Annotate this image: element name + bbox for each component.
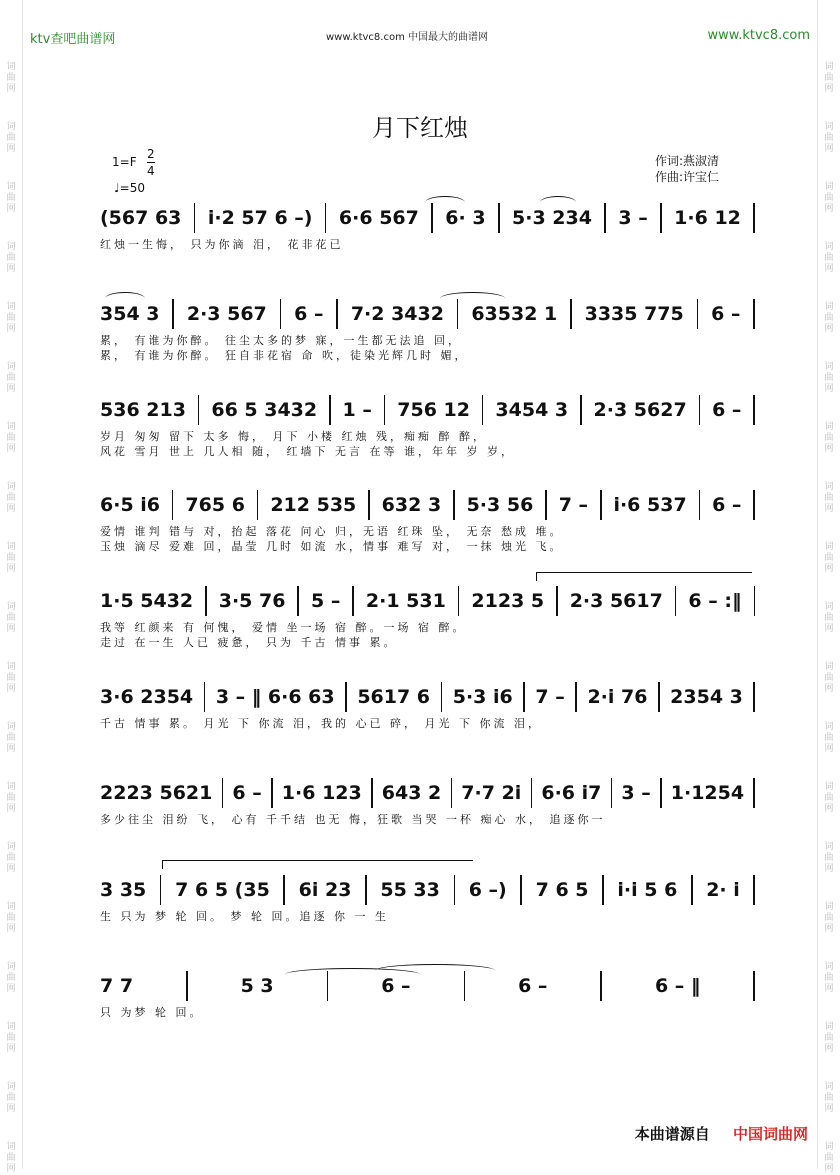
watermark-char: 网 [824, 444, 834, 454]
watermark-char: 网 [6, 1104, 16, 1114]
watermark-char: 曲 [824, 1153, 834, 1163]
measure: 756 12 [397, 399, 470, 421]
measure: 5 – [311, 590, 341, 612]
composer-credit: 作曲:许宝仁 [655, 170, 720, 184]
barline [520, 875, 522, 905]
watermark-char: 曲 [6, 373, 16, 383]
measure: 3454 3 [495, 399, 569, 421]
barline [325, 203, 327, 233]
measure: 2·3 5617 [569, 590, 663, 612]
time-signature-top: 2 [147, 147, 155, 161]
barline [611, 778, 613, 808]
watermark-char: 网 [824, 804, 834, 814]
watermark-char: 曲 [824, 733, 834, 743]
measure: 6·6 567 [338, 207, 419, 229]
watermark-char: 网 [6, 444, 16, 454]
measure: 2·3 567 [186, 303, 267, 325]
watermark-char: 词 [824, 362, 834, 372]
watermark-char: 词 [824, 242, 834, 252]
watermark-char: 词 [824, 602, 834, 612]
barline [699, 490, 701, 520]
watermark-char: 曲 [824, 193, 834, 203]
watermark-char: 网 [824, 1164, 834, 1174]
barline [604, 203, 606, 233]
notation-line [100, 296, 755, 332]
lyricist-credit: 作词:燕淑清 [655, 154, 720, 168]
watermark-char: 词 [6, 542, 16, 552]
measure: 6 – :‖ [688, 590, 742, 612]
measure: 2223 5621 [100, 782, 213, 804]
measure: 5·3 234 [512, 207, 592, 229]
watermark-char: 曲 [6, 313, 16, 323]
lyric-line: 爱情 谁判 错与 对，抬起 落花 问心 归，无语 红珠 坠， 无奈 愁成 堆。 [100, 525, 564, 538]
watermark-char: 词 [6, 482, 16, 492]
watermark-char: 曲 [824, 433, 834, 443]
measure: 7·2 3432 [350, 303, 444, 325]
watermark-char: 网 [6, 324, 16, 334]
barline [523, 682, 525, 712]
watermark-char: 网 [6, 684, 16, 694]
watermark-char: 曲 [6, 913, 16, 923]
watermark-char: 词 [824, 782, 834, 792]
barline [600, 490, 602, 520]
barline [531, 778, 533, 808]
barline [753, 203, 755, 233]
barline [172, 299, 174, 329]
header-site-url[interactable]: www.ktvc8.com [707, 28, 810, 43]
watermark-char: 曲 [824, 373, 834, 383]
measure: 6·6 i7 [541, 782, 602, 804]
barline [329, 395, 331, 425]
notation-line [100, 392, 755, 428]
watermark-char: 网 [6, 1044, 16, 1054]
watermark-char: 网 [824, 504, 834, 514]
watermark-char: 词 [824, 482, 834, 492]
measure: 6· 3 [445, 207, 486, 229]
watermark-char: 网 [6, 624, 16, 634]
barline [352, 586, 354, 616]
watermark-char: 词 [824, 842, 834, 852]
barline [186, 971, 188, 1001]
watermark-char: 网 [6, 504, 16, 514]
barline [271, 778, 273, 808]
barline [753, 299, 755, 329]
measure: 6 – [294, 303, 324, 325]
barline [198, 395, 200, 425]
measure: 3·5 76 [218, 590, 286, 612]
watermark-char: 网 [824, 564, 834, 574]
measure: 2· i [706, 879, 740, 901]
watermark-char: 词 [6, 62, 16, 72]
lyric-line: 累， 有谁为你醉。 往尘太多的梦 寐，一生都无法追 回， [100, 334, 462, 347]
left-watermark-strip [0, 0, 23, 1174]
watermark-char: 网 [824, 984, 834, 994]
score-system [100, 872, 755, 923]
watermark-char: 曲 [6, 493, 16, 503]
measure: 5 3 [240, 975, 274, 997]
measure: 2123 5 [471, 590, 545, 612]
measure: 2·i 76 [587, 686, 648, 708]
barline [660, 203, 662, 233]
watermark-char: 网 [824, 144, 834, 154]
measure: 7 6 5 (35 [175, 879, 270, 901]
watermark-char: 曲 [6, 613, 16, 623]
measure: 6i 23 [298, 879, 352, 901]
measure: i·6 537 [613, 494, 687, 516]
slur-mark [540, 196, 576, 209]
barline [172, 490, 174, 520]
barline [384, 395, 386, 425]
measure: 6 –) [468, 879, 507, 901]
measure: 6 – [381, 975, 411, 997]
watermark-char: 曲 [6, 673, 16, 683]
watermark-char: 网 [824, 1044, 834, 1054]
watermark-char: 曲 [824, 673, 834, 683]
watermark-char: 词 [824, 122, 834, 132]
measure: 6 – [232, 782, 262, 804]
barline [204, 682, 206, 712]
measure: 66 5 3432 [211, 399, 318, 421]
barline [600, 971, 602, 1001]
measure: 2·1 531 [365, 590, 446, 612]
watermark-char: 网 [6, 1164, 16, 1174]
watermark-char: 网 [6, 84, 16, 94]
song-title: 月下红烛 [372, 114, 468, 142]
barline [556, 586, 558, 616]
watermark-char: 曲 [824, 793, 834, 803]
score-system [100, 775, 755, 826]
right-watermark-strip [817, 0, 840, 1174]
watermark-char: 词 [824, 962, 834, 972]
watermark-char: 词 [6, 662, 16, 672]
watermark-char: 词 [6, 782, 16, 792]
measure: 7·7 2i [461, 782, 522, 804]
watermark-char: 曲 [6, 433, 16, 443]
slur-mark [425, 196, 465, 209]
measure: 632 3 [381, 494, 442, 516]
measure: 7 7 [100, 975, 134, 997]
watermark-char: 词 [6, 902, 16, 912]
watermark-char: 曲 [824, 253, 834, 263]
measure: 6 – ‖ [654, 975, 701, 997]
score-system [100, 679, 755, 730]
watermark-char: 曲 [824, 613, 834, 623]
lyric-line: 走过 在一生 人已 疲惫， 只为 千古 情事 累。 [100, 636, 398, 649]
measure: 643 2 [381, 782, 442, 804]
watermark-char: 网 [824, 384, 834, 394]
barline [753, 490, 755, 520]
watermark-char: 曲 [824, 1093, 834, 1103]
watermark-char: 网 [824, 84, 834, 94]
barline [194, 203, 196, 233]
barline [297, 586, 299, 616]
watermark-char: 词 [6, 182, 16, 192]
barline [691, 875, 693, 905]
measure: 6 – [712, 494, 742, 516]
barline [697, 299, 699, 329]
barline [280, 299, 282, 329]
watermark-char: 曲 [824, 1033, 834, 1043]
watermark-char: 网 [824, 204, 834, 214]
header-site-name[interactable]: ktv查吧曲谱网 [30, 32, 116, 47]
watermark-char: 网 [824, 684, 834, 694]
watermark-char: 词 [6, 122, 16, 132]
barline [453, 490, 455, 520]
watermark-char: 曲 [824, 553, 834, 563]
measure: 5·3 i6 [452, 686, 513, 708]
watermark-char: 词 [6, 242, 16, 252]
score-system [100, 296, 755, 362]
notation-line [100, 487, 755, 523]
score-system [100, 487, 755, 553]
measure: 1 – [342, 399, 372, 421]
watermark-char: 网 [6, 924, 16, 934]
barline [257, 490, 259, 520]
watermark-char: 词 [824, 1142, 834, 1152]
watermark-char: 词 [6, 422, 16, 432]
barline [753, 971, 755, 1001]
lyric-line: 岁月 匆匆 留下 太多 悔， 月下 小楼 红烛 残，痴痴 醉 醉， [100, 430, 487, 443]
notation-line [100, 679, 755, 715]
watermark-char: 曲 [6, 133, 16, 143]
watermark-char: 曲 [6, 853, 16, 863]
watermark-char: 曲 [824, 73, 834, 83]
measure: 55 33 [380, 879, 440, 901]
barline [368, 490, 370, 520]
key-signature: 1=F [112, 155, 137, 169]
measure: 536 213 [100, 399, 186, 421]
watermark-char: 词 [824, 1082, 834, 1092]
watermark-char: 网 [6, 804, 16, 814]
watermark-char: 网 [6, 264, 16, 274]
watermark-char: 曲 [6, 73, 16, 83]
watermark-char: 词 [6, 842, 16, 852]
score-system [100, 583, 755, 649]
lyric-line: 我等 红颜来 有 何愧， 爱情 坐一场 宿 醉。一场 宿 醉。 [100, 621, 467, 634]
barline [205, 586, 207, 616]
barline [160, 875, 162, 905]
watermark-char: 网 [6, 384, 16, 394]
measure: i·i 5 6 [617, 879, 678, 901]
barline [336, 299, 338, 329]
barline [371, 778, 373, 808]
barline [753, 395, 755, 425]
watermark-char: 曲 [824, 133, 834, 143]
footer-site-link[interactable]: 中国词曲网 [732, 1125, 808, 1143]
time-signature-bottom: 4 [147, 164, 155, 178]
slur-mark [375, 964, 495, 977]
barline [451, 778, 453, 808]
measure: 3 – [618, 207, 648, 229]
watermark-char: 词 [824, 422, 834, 432]
volta-bracket [162, 860, 473, 869]
watermark-char: 曲 [824, 853, 834, 863]
footer-source-label: 本曲谱源自 [634, 1125, 710, 1143]
measure: 765 6 [185, 494, 245, 516]
notation-line [100, 583, 755, 619]
barline [570, 299, 572, 329]
footer-credit [635, 1123, 808, 1144]
watermark-char: 词 [824, 302, 834, 312]
watermark-char: 网 [824, 744, 834, 754]
lyric-line: 玉烛 滴尽 爱难 回，晶莹 几时 如流 水，情事 难写 对， 一抹 烛光 飞。 [100, 540, 564, 553]
tempo-marking: ♩=50 [114, 181, 145, 195]
barline [365, 875, 367, 905]
watermark-char: 词 [824, 62, 834, 72]
watermark-char: 词 [6, 962, 16, 972]
watermark-char: 曲 [6, 793, 16, 803]
watermark-char: 曲 [6, 733, 16, 743]
watermark-char: 词 [824, 542, 834, 552]
watermark-char: 网 [6, 144, 16, 154]
slur-mark [105, 292, 145, 305]
watermark-char: 曲 [824, 493, 834, 503]
measure: 2354 3 [670, 686, 743, 708]
notation-line [100, 872, 755, 908]
barline [283, 875, 285, 905]
barline [753, 778, 755, 808]
lyric-line: 多少往尘 泪纷 飞， 心有 千千结 也无 悔，狂歌 当哭 一杯 痴心 水， 追逐你一 [100, 813, 606, 826]
watermark-char: 词 [6, 302, 16, 312]
barline [675, 586, 677, 616]
measure: 6 – [711, 303, 741, 325]
measure: 1·6 123 [281, 782, 362, 804]
barline [454, 875, 456, 905]
barline [754, 586, 756, 616]
measure: 3 – [621, 782, 651, 804]
slur-mark [440, 292, 505, 305]
watermark-char: 曲 [6, 1033, 16, 1043]
watermark-char: 词 [6, 602, 16, 612]
watermark-char: 网 [6, 744, 16, 754]
measure: 7 – [535, 686, 565, 708]
header-tagline: www.ktvc8.com 中国最大的曲谱网 [326, 32, 489, 43]
volta-bracket [536, 572, 752, 581]
barline [753, 682, 755, 712]
watermark-char: 词 [6, 1142, 16, 1152]
watermark-char: 网 [824, 324, 834, 334]
watermark-char: 词 [6, 1022, 16, 1032]
measure: 63532 1 [471, 303, 558, 325]
lyric-line: 累， 有谁为你醉。 狂自非花宿 命 吹，徒染光辉几时 媚， [100, 349, 469, 362]
watermark-char: 曲 [6, 1153, 16, 1163]
measure: 6 – [518, 975, 548, 997]
watermark-char: 曲 [6, 553, 16, 563]
time-signature [147, 146, 155, 179]
watermark-char: 网 [6, 864, 16, 874]
watermark-char: 曲 [6, 253, 16, 263]
barline [345, 682, 347, 712]
watermark-char: 网 [6, 564, 16, 574]
lyric-line: 红烛一生悔， 只为你滴 泪， 花非花已 [100, 238, 344, 251]
notation-line [100, 775, 755, 811]
barline [441, 682, 443, 712]
watermark-char: 曲 [6, 193, 16, 203]
watermark-char: 曲 [824, 313, 834, 323]
measure: 212 535 [270, 494, 357, 516]
watermark-char: 词 [824, 722, 834, 732]
barline [660, 778, 662, 808]
watermark-char: 网 [824, 624, 834, 634]
watermark-char: 词 [824, 902, 834, 912]
watermark-char: 网 [824, 264, 834, 274]
measure: 1·1254 [670, 782, 745, 804]
barline [602, 875, 604, 905]
barline [658, 682, 660, 712]
watermark-char: 曲 [6, 1093, 16, 1103]
barline [545, 490, 547, 520]
measure: 1·5 5432 [100, 590, 194, 612]
barline [498, 203, 500, 233]
measure: 3 35 [100, 879, 147, 901]
measure: 6 – [712, 399, 742, 421]
measure: 7 – [558, 494, 589, 516]
lyric-line: 千古 情事 累。 月光 下 你流 泪，我的 心已 碎， 月光 下 你流 泪， [100, 717, 542, 730]
watermark-char: 曲 [824, 913, 834, 923]
watermark-char: 词 [6, 722, 16, 732]
barline [482, 395, 484, 425]
measure: 354 3 [100, 303, 160, 325]
measure: 5617 6 [357, 686, 431, 708]
barline [458, 586, 460, 616]
watermark-char: 网 [824, 864, 834, 874]
barline [753, 875, 755, 905]
lyric-line: 只 为梦 轮 回。 [100, 1006, 204, 1019]
measure: 3 – ‖ 6·6 63 [215, 686, 335, 708]
measure: (567 63 [100, 207, 182, 229]
watermark-char: 词 [6, 362, 16, 372]
watermark-char: 曲 [824, 973, 834, 983]
watermark-char: 网 [824, 1104, 834, 1114]
measure: 1·6 12 [674, 207, 741, 229]
barline [699, 395, 701, 425]
lyric-line: 风花 雪月 世上 几人相 随， 红墙下 无言 在等 谁，年年 岁 岁， [100, 445, 515, 458]
measure: 3335 775 [584, 303, 684, 325]
lyric-line: 生 只为 梦 轮 回。 梦 轮 回。追逐 你 一 生 [100, 910, 389, 923]
measure: 7 6 5 [535, 879, 589, 901]
barline [222, 778, 224, 808]
watermark-char: 词 [6, 1082, 16, 1092]
watermark-char: 词 [824, 662, 834, 672]
barline [580, 395, 582, 425]
measure: 3·6 2354 [100, 686, 194, 708]
watermark-char: 词 [824, 182, 834, 192]
measure: 2·3 5627 [593, 399, 687, 421]
measure: i·2 57 6 –) [207, 207, 313, 229]
barline [575, 682, 577, 712]
watermark-char: 曲 [6, 973, 16, 983]
score-system [100, 392, 755, 458]
measure: 5·3 56 [466, 494, 534, 516]
watermark-char: 网 [824, 924, 834, 934]
watermark-char: 词 [824, 1022, 834, 1032]
watermark-char: 网 [6, 984, 16, 994]
watermark-char: 网 [6, 204, 16, 214]
measure: 6·5 i6 [100, 494, 161, 516]
